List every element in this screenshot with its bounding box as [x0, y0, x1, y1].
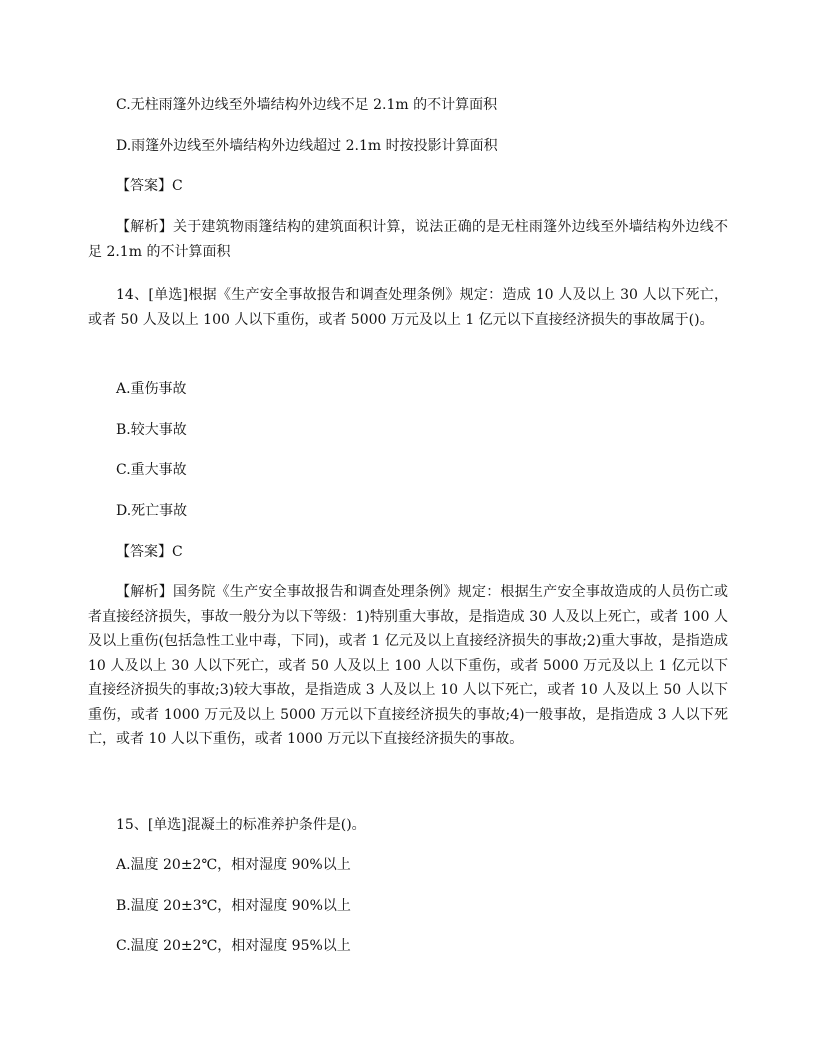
q14-answer: 【答案】C: [116, 544, 183, 560]
q14-analysis: 【解析】国务院《生产安全事故报告和调查处理条例》规定：根据生产安全事故造成的人员伤亡或者直接经济损失，事故一般分为以下等级：1)特别重大事故，是指造成 30 人及以上死亡，或者 100 人及以上重伤(包括急性工业中毒，下同)，或者 1 亿元及以上直接经济损失的事故;2)重大事故，是指造成 10 人及以上 30 人以下死亡，或者 50 人及以上 100 人以下重伤，或者 5000 万元及以上 1 亿元以下直接经济损失的事故;3)较大事故，是指造成 3 人及以上 10 人以下死亡，或者 10 人及以上 50 人以下重伤，或者 1000 万元及以上 5000 万元以下直接经济损失的事故;4)一般事故，是指造成 3 人以下死亡，或者 10 人以下重伤，或者 1000 万元以下直接经济损失的事故。: [88, 584, 728, 747]
q13-analysis: 【解析】关于建筑物雨篷结构的建筑面积计算，说法正确的是无柱雨篷外边线至外墙结构外边线不足 2.1m 的不计算面积: [88, 219, 728, 260]
q14-option-b: B.较大事故: [116, 422, 187, 438]
q14-option-d: D.死亡事故: [116, 503, 188, 519]
q15-question: 15、[单选]混凝土的标准养护条件是()。: [116, 817, 366, 833]
q15-option-b: B.温度 20±3℃，相对湿度 90%以上: [116, 898, 351, 914]
q13-option-c: C.无柱雨篷外边线至外墙结构外边线不足 2.1m 的不计算面积: [116, 97, 498, 113]
q15-option-c: C.温度 20±2℃，相对湿度 95%以上: [116, 938, 351, 954]
q14-question: 14、[单选]根据《生产安全事故报告和调查处理条例》规定：造成 10 人及以上 30 人以下死亡，或者 50 人及以上 100 人以下重伤，或者 5000 万元及以上 1 亿元以下直接经济损失的事故属于()。: [88, 287, 728, 328]
q15-option-a: A.温度 20±2℃，相对湿度 90%以上: [116, 857, 351, 873]
q13-option-d: D.雨篷外边线至外墙结构外边线超过 2.1m 时按投影计算面积: [116, 138, 498, 154]
q13-answer: 【答案】C: [116, 178, 183, 194]
q14-option-c: C.重大事故: [116, 462, 187, 478]
q14-option-a: A.重伤事故: [116, 381, 187, 397]
